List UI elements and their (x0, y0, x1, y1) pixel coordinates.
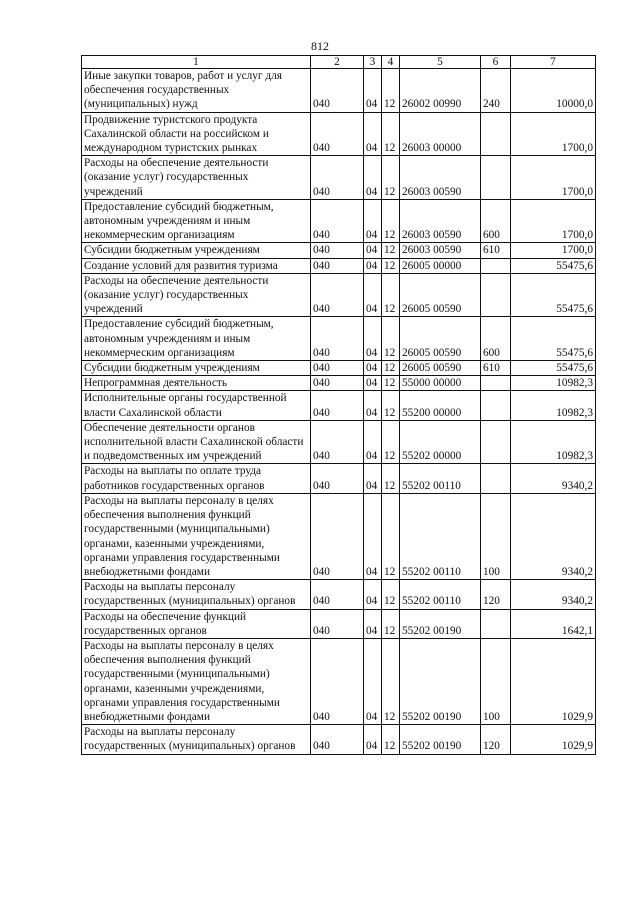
amount-cell: 9340,2 (511, 493, 596, 579)
expense-type-cell (481, 391, 511, 420)
amount-cell: 10982,3 (511, 420, 596, 464)
department-code-cell: 040 (311, 493, 364, 579)
expense-type-cell (481, 156, 511, 200)
subsection-code-cell: 12 (382, 391, 400, 420)
expense-name-cell: Расходы на выплаты персоналу государственных (муниципальных) органов (82, 580, 311, 609)
target-article-cell: 55000 00000 (400, 376, 481, 391)
department-code-cell: 040 (311, 376, 364, 391)
table-row (82, 580, 596, 609)
subsection-code-cell: 12 (382, 420, 400, 464)
table-row (82, 112, 596, 156)
section-code-cell: 04 (364, 464, 382, 493)
department-code-cell: 040 (311, 609, 364, 638)
amount-cell: 10000,0 (511, 69, 596, 113)
column-header: 5 (400, 56, 481, 69)
target-article-cell: 55200 00000 (400, 391, 481, 420)
expense-name-cell: Расходы на обеспечение деятельности (оказание услуг) государственных учреждений (82, 273, 311, 317)
target-article-cell: 26003 00590 (400, 243, 481, 258)
department-code-cell: 040 (311, 464, 364, 493)
expense-type-cell: 100 (481, 638, 511, 724)
department-code-cell: 040 (311, 243, 364, 258)
subsection-code-cell: 12 (382, 243, 400, 258)
column-header: 6 (481, 56, 511, 69)
department-code-cell: 040 (311, 420, 364, 464)
section-code-cell: 04 (364, 112, 382, 156)
department-code-cell: 040 (311, 638, 364, 724)
amount-cell: 1642,1 (511, 609, 596, 638)
target-article-cell: 26003 00000 (400, 112, 481, 156)
expense-name-cell: Субсидии бюджетным учреждениям (82, 361, 311, 376)
department-code-cell: 040 (311, 258, 364, 273)
subsection-code-cell: 12 (382, 112, 400, 156)
column-header: 7 (511, 56, 596, 69)
subsection-code-cell: 12 (382, 156, 400, 200)
table-row (82, 464, 596, 493)
subsection-code-cell: 12 (382, 580, 400, 609)
expense-name-cell: Расходы на выплаты персоналу в целях обеспечения выполнения функций государственными (муниципальными) органами, казенными учреждениями, органами управления государственными внебюджетными фондами (82, 638, 311, 724)
section-code-cell: 04 (364, 243, 382, 258)
section-code-cell: 04 (364, 273, 382, 317)
section-code-cell: 04 (364, 376, 382, 391)
subsection-code-cell: 12 (382, 317, 400, 361)
department-code-cell: 040 (311, 361, 364, 376)
table-row (82, 493, 596, 579)
amount-cell: 55475,6 (511, 273, 596, 317)
expense-name-cell: Расходы на обеспечение деятельности (оказание услуг) государственных учреждений (82, 156, 311, 200)
page-number: 812 (311, 39, 329, 53)
expense-name-cell: Продвижение туристского продукта Сахалинской области на российском и международном туристских рынках (82, 112, 311, 156)
expense-name-cell: Расходы на обеспечение функций государственных органов (82, 609, 311, 638)
subsection-code-cell: 12 (382, 464, 400, 493)
target-article-cell: 26003 00590 (400, 199, 481, 243)
table-row (82, 258, 596, 273)
department-code-cell: 040 (311, 391, 364, 420)
expense-type-cell (481, 464, 511, 493)
table-row (82, 243, 596, 258)
expense-name-cell: Предоставление субсидий бюджетным, автономным учреждениям и иным некоммерческим организациям (82, 199, 311, 243)
amount-cell: 1029,9 (511, 638, 596, 724)
expense-type-cell (481, 273, 511, 317)
subsection-code-cell: 12 (382, 273, 400, 317)
expense-type-cell: 240 (481, 69, 511, 113)
target-article-cell: 55202 00190 (400, 638, 481, 724)
table-row (82, 273, 596, 317)
amount-cell: 1700,0 (511, 156, 596, 200)
amount-cell: 9340,2 (511, 464, 596, 493)
section-code-cell: 04 (364, 317, 382, 361)
table-header-row (82, 56, 596, 69)
target-article-cell: 55202 00110 (400, 464, 481, 493)
department-code-cell: 040 (311, 273, 364, 317)
column-header: 1 (82, 56, 311, 69)
subsection-code-cell: 12 (382, 258, 400, 273)
amount-cell: 55475,6 (511, 361, 596, 376)
target-article-cell: 26002 00990 (400, 69, 481, 113)
table-row (82, 725, 596, 754)
expense-name-cell: Создание условий для развития туризма (82, 258, 311, 273)
target-article-cell: 26005 00590 (400, 361, 481, 376)
department-code-cell: 040 (311, 112, 364, 156)
subsection-code-cell: 12 (382, 638, 400, 724)
budget-table (81, 55, 596, 755)
expense-type-cell: 610 (481, 243, 511, 258)
section-code-cell: 04 (364, 725, 382, 754)
expense-type-cell: 600 (481, 317, 511, 361)
subsection-code-cell: 12 (382, 361, 400, 376)
subsection-code-cell: 12 (382, 199, 400, 243)
expense-name-cell: Расходы на выплаты по оплате труда работников государственных органов (82, 464, 311, 493)
expense-type-cell (481, 609, 511, 638)
department-code-cell: 040 (311, 69, 364, 113)
department-code-cell: 040 (311, 199, 364, 243)
target-article-cell: 55202 00110 (400, 493, 481, 579)
department-code-cell: 040 (311, 580, 364, 609)
department-code-cell: 040 (311, 725, 364, 754)
expense-type-cell (481, 258, 511, 273)
expense-name-cell: Предоставление субсидий бюджетным, автономным учреждениям и иным некоммерческим организациям (82, 317, 311, 361)
target-article-cell: 26003 00590 (400, 156, 481, 200)
expense-type-cell: 100 (481, 493, 511, 579)
expense-type-cell: 600 (481, 199, 511, 243)
amount-cell: 1029,9 (511, 725, 596, 754)
target-article-cell: 55202 00110 (400, 580, 481, 609)
section-code-cell: 04 (364, 69, 382, 113)
section-code-cell: 04 (364, 609, 382, 638)
section-code-cell: 04 (364, 580, 382, 609)
expense-name-cell: Расходы на выплаты персоналу государственных (муниципальных) органов (82, 725, 311, 754)
subsection-code-cell: 12 (382, 609, 400, 638)
expense-type-cell (481, 420, 511, 464)
target-article-cell: 55202 00190 (400, 609, 481, 638)
amount-cell: 10982,3 (511, 376, 596, 391)
table-row (82, 361, 596, 376)
table-row (82, 376, 596, 391)
table-row (82, 609, 596, 638)
department-code-cell: 040 (311, 317, 364, 361)
amount-cell: 1700,0 (511, 199, 596, 243)
section-code-cell: 04 (364, 420, 382, 464)
expense-type-cell: 610 (481, 361, 511, 376)
target-article-cell: 26005 00590 (400, 273, 481, 317)
table-row (82, 391, 596, 420)
expense-type-cell: 120 (481, 580, 511, 609)
target-article-cell: 26005 00000 (400, 258, 481, 273)
column-header: 3 (364, 56, 382, 69)
expense-type-cell: 120 (481, 725, 511, 754)
amount-cell: 1700,0 (511, 112, 596, 156)
expense-name-cell: Обеспечение деятельности органов исполнительной власти Сахалинской области и подведомственных им учреждений (82, 420, 311, 464)
subsection-code-cell: 12 (382, 69, 400, 113)
table-row (82, 638, 596, 724)
section-code-cell: 04 (364, 258, 382, 273)
section-code-cell: 04 (364, 638, 382, 724)
table-row (82, 317, 596, 361)
subsection-code-cell: 12 (382, 493, 400, 579)
amount-cell: 9340,2 (511, 580, 596, 609)
target-article-cell: 26005 00590 (400, 317, 481, 361)
column-header: 2 (311, 56, 364, 69)
expense-name-cell: Непрограммная деятельность (82, 376, 311, 391)
table-row (82, 199, 596, 243)
section-code-cell: 04 (364, 199, 382, 243)
expense-name-cell: Субсидии бюджетным учреждениям (82, 243, 311, 258)
amount-cell: 55475,6 (511, 317, 596, 361)
amount-cell: 10982,3 (511, 391, 596, 420)
department-code-cell: 040 (311, 156, 364, 200)
expense-name-cell: Расходы на выплаты персоналу в целях обеспечения выполнения функций государственными (муниципальными) органами, казенными учреждениями, органами управления государственными внебюджетными фондами (82, 493, 311, 579)
amount-cell: 55475,6 (511, 258, 596, 273)
expense-name-cell: Иные закупки товаров, работ и услуг для обеспечения государственных (муниципальных) нужд (82, 69, 311, 113)
target-article-cell: 55202 00000 (400, 420, 481, 464)
expense-type-cell (481, 112, 511, 156)
subsection-code-cell: 12 (382, 725, 400, 754)
expense-name-cell: Исполнительные органы государственной власти Сахалинской области (82, 391, 311, 420)
target-article-cell: 55202 00190 (400, 725, 481, 754)
section-code-cell: 04 (364, 156, 382, 200)
subsection-code-cell: 12 (382, 376, 400, 391)
table-row (82, 69, 596, 113)
amount-cell: 1700,0 (511, 243, 596, 258)
table-row (82, 420, 596, 464)
table-row (82, 156, 596, 200)
section-code-cell: 04 (364, 493, 382, 579)
expense-type-cell (481, 376, 511, 391)
column-header: 4 (382, 56, 400, 69)
section-code-cell: 04 (364, 391, 382, 420)
section-code-cell: 04 (364, 361, 382, 376)
